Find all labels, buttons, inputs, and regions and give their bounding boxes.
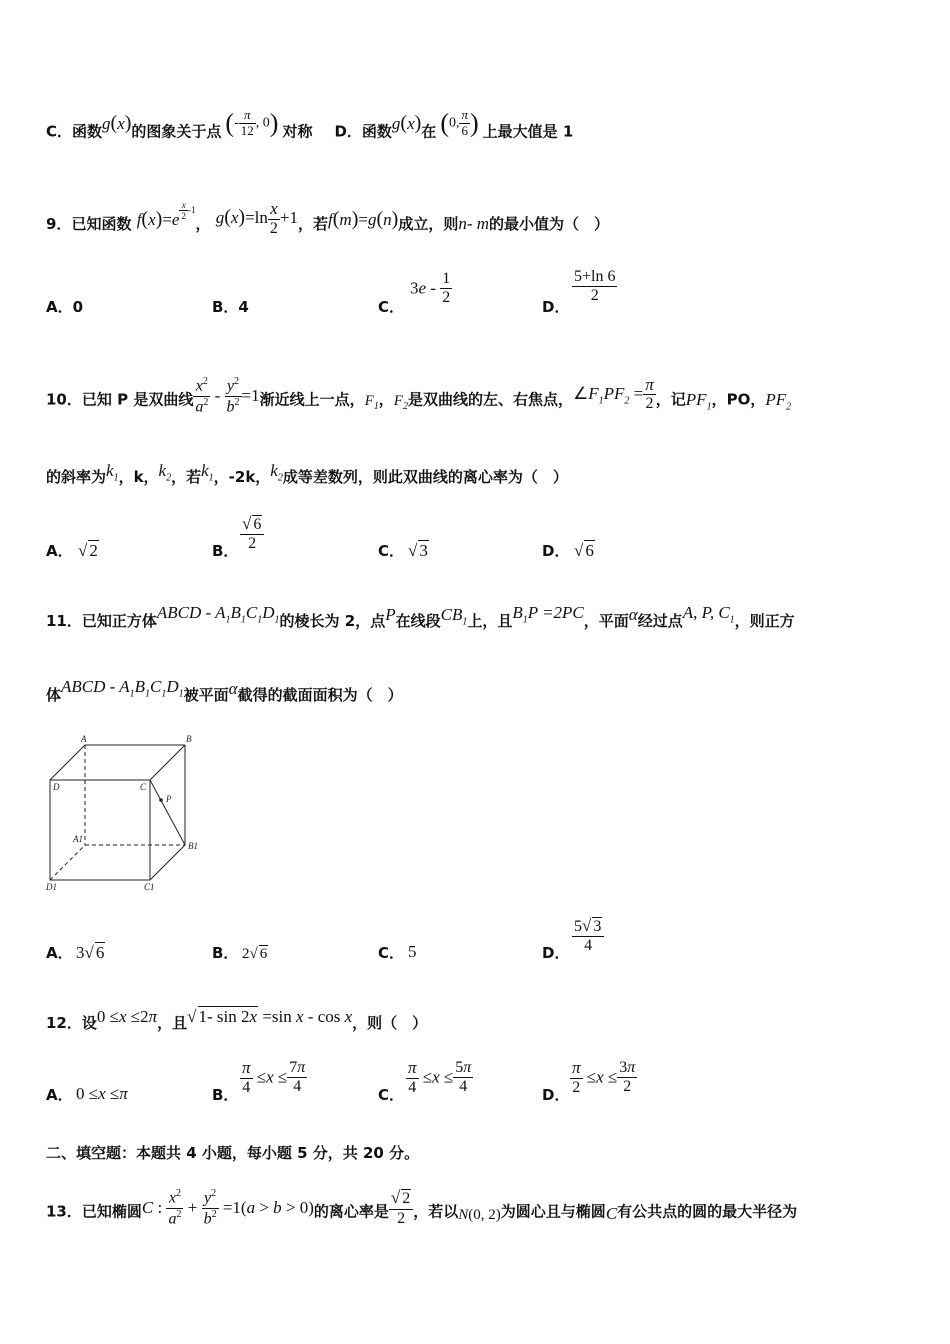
- q12-stem: [46, 1007, 428, 1033]
- q11-text7: ，则正方: [734, 612, 795, 630]
- q9-text1: 已知函数: [71, 214, 132, 233]
- q10-pf2: $PF_2$: [765, 389, 792, 413]
- q10-k2: $k_2$: [158, 461, 172, 484]
- q10-option-c: C． √ 3: [378, 541, 428, 560]
- q13-stem: [46, 1188, 798, 1232]
- q11-text1: 已知正方体: [81, 612, 157, 630]
- q9-text4: 的最小值为（ ）: [489, 214, 610, 233]
- q11-number: 11．: [46, 612, 82, 630]
- q10-angle: $\angle F_1PF_2$ = $\frac{\pi}{2}$: [572, 374, 654, 413]
- q8-c-mid: 的图象关于点: [131, 122, 222, 141]
- q8-c-point: (- $\frac{\pi}{12}$ , 0): [225, 107, 279, 138]
- label-b1: B1: [188, 841, 198, 851]
- label-p: P: [166, 794, 172, 804]
- q9-option-a: A．0: [46, 298, 84, 316]
- q11-points: A, P, $C_1$: [682, 603, 735, 626]
- q11-line2-b: 被平面: [183, 686, 229, 704]
- label-d: D: [53, 782, 60, 792]
- q10-option-b: B． $\frac{√ 6}{2}$: [212, 540, 238, 561]
- q12-option-a: A． 0 ≤x ≤π: [46, 1084, 128, 1104]
- q12-range: 0 ≤x ≤2π: [96, 1007, 158, 1026]
- q11-alpha: α: [628, 605, 638, 624]
- q13-text1: 已知椭圆: [81, 1202, 142, 1221]
- q10-k1b: $k_1$: [201, 461, 214, 484]
- q11-option-a: A． 3√ 6: [46, 943, 105, 962]
- q8-c-label: C．函数: [46, 122, 103, 141]
- q13-ecc: $\frac{√ 2}{2}$: [389, 1199, 413, 1217]
- q9-text2: ，若: [298, 214, 329, 233]
- section2-heading-text: 二、填空题：本题共 4 小题，每小题 5 分，共 20 分。: [46, 1144, 420, 1162]
- q10-line2-e: 成等差数列，则此双曲线的离心率为（ ）: [282, 468, 568, 486]
- point-p-dot: [159, 798, 163, 802]
- label-d1: D1: [46, 882, 57, 892]
- q11-cube-name: ABCD - $A_1B_1C_1D_1$: [156, 603, 280, 626]
- q11-text2: 的棱长为 2，点: [279, 612, 386, 630]
- q9-stem: 9．已知函数 f(x)=e $^{\frac{x}{2} -1}$， g(x)=ln $\frac{x}{2}$ +1，若f(m)=g(n)成立，则n- m的最小值为（ ）: [46, 199, 610, 237]
- q10-pf1: $PF_1$: [685, 389, 712, 413]
- q8-d-label: D．函数: [334, 122, 392, 141]
- q10-k2b: $k_2$: [270, 461, 283, 484]
- q10-f2: $F_2$: [393, 392, 408, 412]
- label-c1: C1: [144, 882, 155, 892]
- q10-stem-line1: 10．已知 P 是双曲线 $\frac{x^2}{a^2}$ - $\frac{y^2}{b^2}$ =1渐近线上一点，$F_1$，$F_2$是双曲线的左、右焦点，$\angle F_1PF_2$ = $\frac{\pi}{2}$ ，记$PF_1$，PO，$PF_2$: [46, 374, 792, 416]
- q9-gx: g(x)=ln $\frac{x}{2}$ +1: [215, 199, 298, 237]
- q10-line2-b: ，k，: [118, 468, 159, 486]
- label-a1: A1: [73, 834, 83, 844]
- q13-text5: 有公共点的圆的最大半径为: [617, 1202, 798, 1221]
- q10-text1: 已知 P 是双曲线: [81, 390, 194, 409]
- q9-number: 9．: [46, 214, 72, 233]
- q11-ratio: $B_1P =2PC$: [512, 603, 584, 626]
- q10-line2-d: ，-2k，: [213, 468, 271, 486]
- q8-d-interval: (0, $\frac{\pi}{6}$ ): [440, 107, 479, 138]
- q11-text5: ，平面: [583, 612, 629, 630]
- q9-nm: n: [458, 213, 467, 233]
- q11-text4: 上，且: [467, 612, 513, 630]
- q10-text2: 渐近线上一点，: [259, 390, 365, 409]
- q9-fx: f(x)=e $^{\frac{x}{2} -1}$: [136, 200, 196, 230]
- q10-text5: ，PO，: [711, 390, 766, 409]
- q13-number: 13．: [46, 1202, 82, 1221]
- q10-hyperbola: $\frac{x^2}{a^2}$ - $\frac{y^2}{b^2}$ =1: [195, 376, 260, 416]
- q12-text3: ，则（ ）: [352, 1014, 428, 1032]
- q8-option-line: C．函数g(x)的图象关于点 (- $\frac{\pi}{12}$ , 0) 对称 D．函数g(x)在 (0, $\frac{\pi}{6}$ ) 上最大值是 1: [46, 107, 574, 141]
- label-b: B: [186, 734, 192, 744]
- q10-line2-a: 的斜率为: [46, 468, 107, 486]
- q11-alpha2: α: [228, 679, 238, 698]
- q12-option-b: B． $\frac{\pi}{4}$ ≤x ≤ $\frac{7\pi}{4}$: [212, 1058, 306, 1104]
- q11-cb1: $CB_1$: [440, 605, 468, 628]
- q11-text3: 在线段: [395, 612, 441, 630]
- q11-cube-name2: ABCD - $A_1B_1C_1D_1$: [61, 677, 184, 700]
- q12-equation: √ 1- sin 2x =sin x - cos x: [187, 1007, 353, 1026]
- math-gx: g: [102, 113, 111, 133]
- q8-d-mid: 在: [421, 122, 437, 141]
- q11-stem-line1: [46, 603, 795, 633]
- q13-text2: 的离心率是: [313, 1202, 389, 1221]
- q10-text3: 是双曲线的左、右焦点，: [407, 390, 573, 409]
- q12-text2: ，且: [157, 1014, 188, 1032]
- q13-ellipse: C : $\frac{x^2}{a^2}$ + $\frac{y^2}{b^2}$ =1(a > b > 0): [141, 1188, 314, 1228]
- q13-text3: ，若以: [413, 1202, 459, 1221]
- q13-center: N(0, 2): [458, 1206, 501, 1223]
- q9-cond: f(m)=g(n): [328, 207, 399, 230]
- q9-text3: 成立，则: [398, 214, 459, 233]
- q10-f1: $F_1$: [364, 392, 379, 412]
- q8-d-end: 上最大值是 1: [482, 122, 574, 141]
- q13-c: C: [605, 1203, 618, 1223]
- q9-option-d: D． $\frac{5+\ln 6}{2}$: [542, 268, 616, 316]
- q10-option-d: D． √ 6: [542, 541, 594, 560]
- q11-text6: 经过点: [637, 612, 683, 630]
- q9-option-b: B．4: [212, 298, 249, 316]
- q12-text1: 设: [81, 1014, 97, 1032]
- q11-line2-a: 体: [46, 686, 62, 704]
- q11-line2-c: 截得的截面面积为（ ）: [237, 686, 403, 704]
- q12-option-d: D． $\frac{\pi}{2}$ ≤x ≤ $\frac{3\pi}{2}$: [542, 1058, 636, 1104]
- q10-line2-c: ，若: [171, 468, 202, 486]
- q11-option-d: D． $\frac{5√ 3}{4}$: [542, 942, 569, 963]
- q10-option-a: A． √ 2: [46, 541, 98, 560]
- q10-number: 10．: [46, 390, 82, 409]
- q13-text4: 为圆心且与椭圆: [500, 1202, 606, 1221]
- section2-heading: [46, 1142, 419, 1163]
- cube-figure: [40, 730, 210, 900]
- q10-k1: $k_1$: [106, 461, 119, 484]
- q12-option-c: C． $\frac{\pi}{4}$ ≤x ≤ $\frac{5\pi}{4}$: [378, 1058, 472, 1104]
- q12-number: 12．: [46, 1014, 82, 1032]
- q11-stem-line2: [46, 677, 403, 707]
- q11-p: P: [385, 605, 396, 624]
- q11-option-b: B． 2√ 6: [212, 944, 268, 962]
- q8-c-end: 对称: [282, 122, 313, 141]
- q10-stem-line2: [46, 461, 568, 489]
- label-a: A: [81, 734, 87, 744]
- q10-text4: ，记: [655, 390, 686, 409]
- q11-option-c: C． 5: [378, 942, 417, 962]
- label-c: C: [140, 782, 147, 792]
- q9-option-c: C． 3e - $\frac{1}{2}$: [378, 270, 451, 316]
